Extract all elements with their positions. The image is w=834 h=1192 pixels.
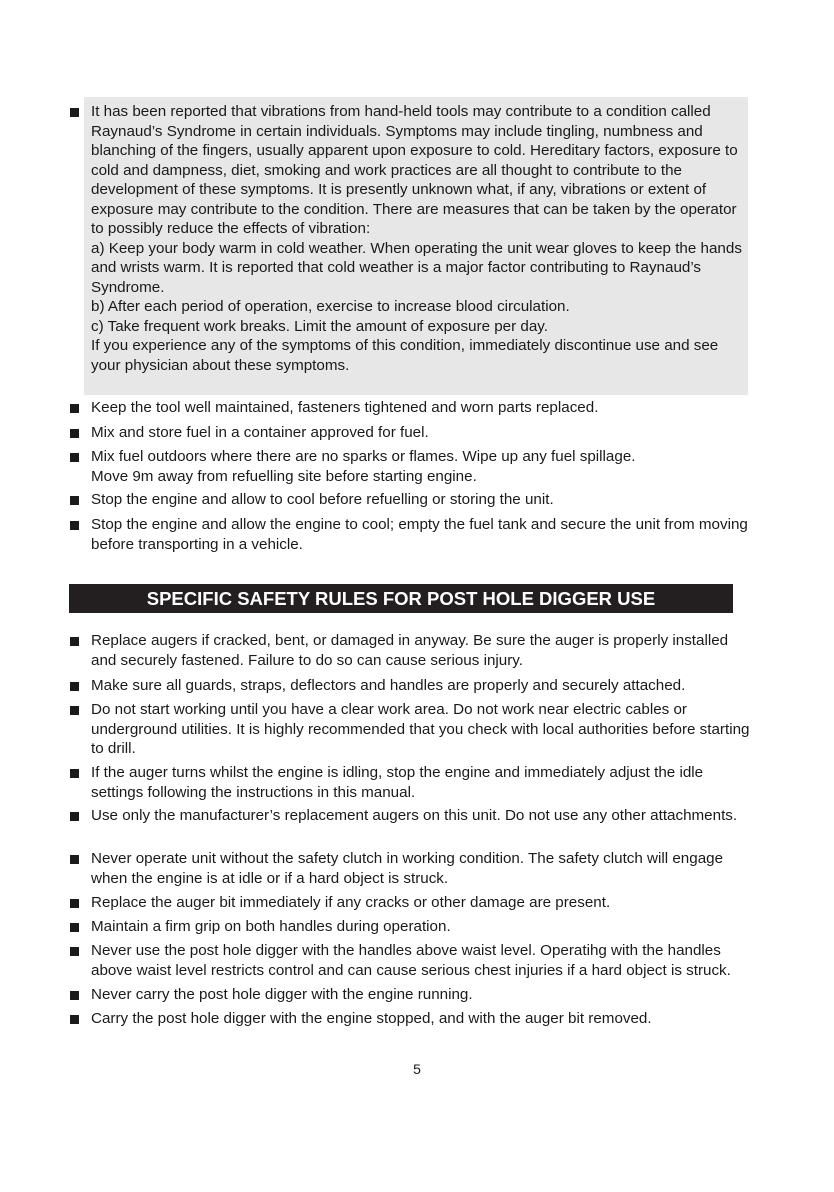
bullet-square-icon [70,769,79,778]
bullet-square-icon [70,899,79,908]
idle-text: If the auger turns whilst the engine is idling, stop the engine and immediately adjust the idle settings following the instructions in this manual. [91,764,704,801]
fuel-outdoors-line-1: Mix fuel outdoors where there are no sparks or flames. Wipe up any fuel spillage. [91,448,636,465]
carry-stopped-text: Carry the post hole digger with the engine stopped, and with the auger bit removed. [91,1010,652,1027]
bullet-square-icon [70,923,79,932]
bullet-square-icon [70,429,79,438]
bullet-square-icon [70,991,79,1000]
bullet-square-icon [70,453,79,462]
list-item-vibration [70,102,750,375]
list-item-safety-clutch [70,849,750,888]
stop-refuel-text: Stop the engine and allow to cool before refuelling or storing the unit. [91,491,554,508]
list-item-stop-transport [70,515,750,554]
list-item-firm-grip [70,917,750,937]
firm-grip-text: Maintain a firm grip on both handles during operation. [91,918,451,935]
replace-bit-text: Replace the auger bit immediately if any cracks or other damage are present. [91,894,611,911]
list-item-guards [70,676,750,696]
bullet-square-icon [70,521,79,530]
stop-transport-text: Stop the engine and allow the engine to cool; empty the fuel tank and secure the unit from moving before transporting in a vehicle. [91,516,748,553]
list-item-fuel-store [70,423,750,443]
replace-augers-text: Replace augers if cracked, bent, or damaged in anyway. Be sure the auger is properly installed and securely fastened. Failure to do so can cause serious injury. [91,632,729,669]
vibration-paragraph: It has been reported that vibrations from hand-held tools may contribute to a condition called Raynaud’s Syndrome in certain individuals. Symptoms may include tingling, numbness and blanching of the fingers, usually apparent upon exposure to cold. Hereditary factors, exposure to cold and dampness, diet, smoking and work practices are all thought to contribute to the development of these symptoms. It is presently unknown what, if any, vibrations or extent of exposure may contribute to the condition. There are measures that can be taken by the operator to possibly reduce the effects of vibration: [91,103,738,237]
list-item-fuel-outdoors [70,447,750,486]
section-title-banner: SPECIFIC SAFETY RULES FOR POST HOLE DIGGER USE [69,584,733,613]
guards-text: Make sure all guards, straps, deflectors and handles are properly and securely attached. [91,677,686,694]
bullet-square-icon [70,855,79,864]
list-item-maintain [70,398,750,418]
carry-running-text: Never carry the post hole digger with the engine running. [91,986,473,1003]
bullet-square-icon [70,496,79,505]
list-item-work-area [70,700,750,759]
list-item-idle [70,763,750,802]
list-item-carry-stopped [70,1009,750,1029]
bullet-square-icon [70,637,79,646]
page-number: 5 [413,1061,421,1077]
bullet-square-icon [70,682,79,691]
waist-level-text: Never use the post hole digger with the handles above waist level. Operatihg with the handles above waist level restricts control and can cause serious chest injuries if a hard object is struck. [91,942,731,979]
list-item-replace-augers [70,631,750,670]
bullet-square-icon [70,1015,79,1024]
list-item-waist-level [70,941,750,980]
fuel-store-text: Mix and store fuel in a container approved for fuel. [91,424,429,441]
work-area-text: Do not start working until you have a clear work area. Do not work near electric cables or underground utilities. It is highly recommended that you check with local authorities before starting to drill. [91,701,750,757]
bullet-square-icon [70,947,79,956]
safety-clutch-text: Never operate unit without the safety clutch in working condition. The safety clutch will engage when the engine is at idle or if a hard object is struck. [91,850,724,887]
list-item-manufacturer-augers [70,806,750,826]
manufacturer-augers-text: Use only the manufacturer’s replacement augers on this unit. Do not use any other attachments. [91,807,738,824]
bullet-square-icon [70,404,79,413]
bullet-square-icon [70,108,79,117]
bullet-square-icon [70,812,79,821]
vibration-measure-b: b) After each period of operation, exercise to increase blood circulation. [91,298,570,315]
bullet-square-icon [70,706,79,715]
list-item-carry-running [70,985,750,1005]
vibration-measure-a: a) Keep your body warm in cold weather. When operating the unit wear gloves to keep the hands and wrists warm. It is reported that cold weather is a major factor contributing to Raynaud’s Syndrome. [91,239,742,296]
list-item-stop-refuel [70,490,750,510]
fuel-outdoors-line-2: Move 9m away from refuelling site before starting engine. [91,467,477,485]
maintain-text: Keep the tool well maintained, fasteners tightened and worn parts replaced. [91,399,599,416]
list-item-replace-bit [70,893,750,913]
vibration-measure-c: c) Take frequent work breaks. Limit the amount of exposure per day. [91,317,548,335]
vibration-closing: If you experience any of the symptoms of this condition, immediately discontinue use and see your physician about these symptoms. [91,337,719,374]
